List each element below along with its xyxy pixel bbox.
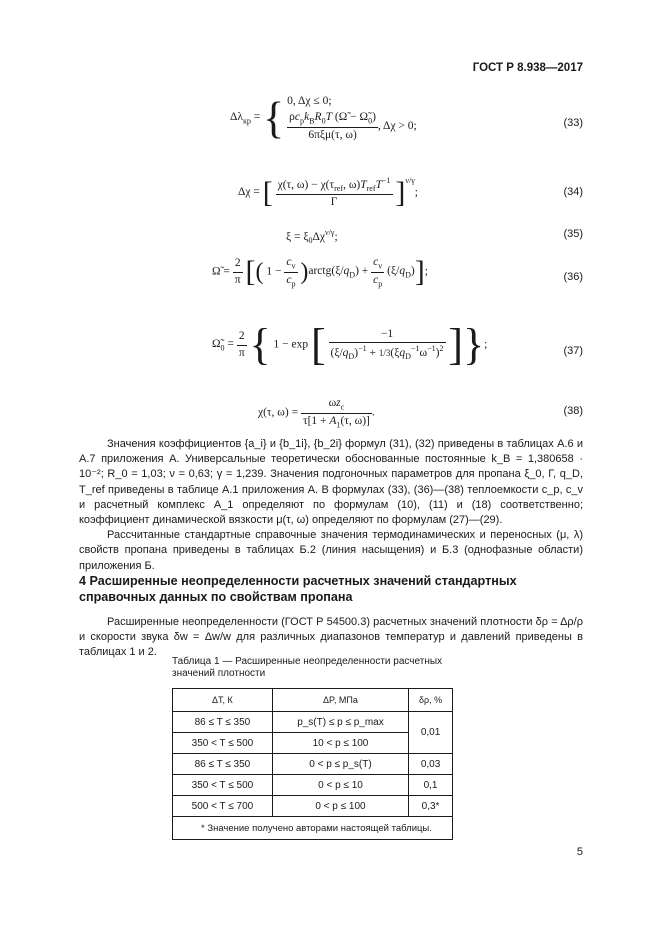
equation-34: Δχ = [ $\frac{\chi(\tau, \omega) - \chi(\tau_{ref}, \omega)T_{ref}T^{-1}}{\Gamma}$ ]$^{\nu/\gamma}$; (238, 175, 418, 209)
uncertainty-value: 0,03 (409, 754, 453, 775)
table-row (173, 796, 453, 817)
pressure-range: 0 < p ≤ p_s(T) (272, 754, 408, 775)
column-header: ΔP, МПа (272, 689, 408, 712)
page-number: 5 (576, 846, 583, 858)
uncertainty-value: 0,01 (409, 712, 453, 754)
equation-37: $\Omegã_0$ = $\frac{2}{\pi}$ { 1 − exp [ $\frac{-1}{(\xi/q_D)^{-1} + 1/3(\xi q_D^{-1}\omega^{-1})^2}$ ]}; (212, 320, 488, 369)
table-note: * Значение получено авторами настоящей таблицы. (173, 817, 453, 840)
temperature-range: 350 < T ≤ 500 (173, 733, 273, 754)
uncertainty-value: 0,1 (409, 775, 453, 796)
equation-number: (38) (563, 405, 583, 417)
paragraph: Расширенные неопределенности (ГОСТ Р 54500.3) расчетных значений плотности δρ = Δρ/ρ и скорости звука δw = Δw/w для различных диапазонов температур и давлений приведены в таблицах 1 и 2. (79, 616, 583, 659)
equation-36: Ω̃ = $\frac{2}{\pi}$ [( 1 − $\frac{c_v}{c_p}$ )$arctg(\xi/q_D)$ + $\frac{c_v}{c_p}$ $(\xi/q_D)$]; (212, 255, 428, 289)
column-header: δρ, % (409, 689, 453, 712)
pressure-range: p_s(T) ≤ p ≤ p_max (272, 712, 408, 733)
column-header: ΔT, К (173, 689, 273, 712)
temperature-range: 500 < T ≤ 700 (173, 796, 273, 817)
equation-33: $\Delta\lambda_{кр}$ = { 0, Δχ ≤ 0; $\frac{\rho c_pk_BR_0T (\Omegã - \Omegã_0)}{\text{6πξμ(τ, ω)}}$ , Δχ > 0; (230, 93, 417, 143)
equation-38: χ(τ, ω) = $\frac{\omega z_c}{\tau[1 + A_1(\tau, \omega)]}$ . (258, 397, 375, 429)
pressure-range: 0 < p ≤ 10 (272, 775, 408, 796)
equation-number: (33) (563, 117, 583, 129)
equation-number: (37) (563, 345, 583, 357)
uncertainty-value: 0,3* (409, 796, 453, 817)
paragraph: Рассчитанные стандартные справочные значения термодинамических и переносных (μ, λ) свойств пропана приведены в таблицах Б.2 (линия насыщения) и Б.3 (однофазные области) приложения Б. (79, 529, 583, 572)
table-caption: Таблица 1 — Расширенные неопределенности расчетных значений плотности (172, 656, 443, 679)
section-heading: 4 Расширенные неопределенности расчетных значений стандартных справочных данных по свойствам пропана (79, 574, 517, 604)
uncertainty-table (172, 688, 453, 840)
table-note-row (173, 817, 453, 840)
section-body (79, 615, 583, 661)
temperature-range: 86 ≤ T ≤ 350 (173, 754, 273, 775)
equation-35: $\xi = \xi_0\Delta\chi^{\nu/\gamma}$; (286, 228, 338, 246)
table-header-row (173, 689, 453, 712)
table-row (173, 754, 453, 775)
paragraph: Значения коэффициентов {a_i} и {b_1i}, {b_2i} формул (31), (32) приведены в таблицах А.6 и А.7 приложения А. Универсальные теоретически обоснованные постоянные k_B = 1,380658 · 10⁻²; R_0 = 1,03; ν = 0,63; γ = 1,239. Значения подгоночных параметров для пропана ξ_0, Γ, q_D, T_ref приведены в таблице А.1 приложения А. В формулах (33), (36)—(38) теплоемкости c_p, c_v и расчетный комплекс A_1 определяют по формулам (10), (11) и (18) соответственно; коэффициент динамической вязкости μ(τ, ω) определяют по формулам (27)—(29). (79, 438, 583, 527)
document-code: ГОСТ Р 8.938—2017 (472, 62, 583, 74)
equation-number: (34) (563, 186, 583, 198)
equation-number: (35) (563, 228, 583, 240)
body-text (79, 437, 583, 574)
equation-number: (36) (563, 271, 583, 283)
pressure-range: 0 < p ≤ 100 (272, 796, 408, 817)
temperature-range: 350 < T ≤ 500 (173, 775, 273, 796)
temperature-range: 86 ≤ T ≤ 350 (173, 712, 273, 733)
table-row (173, 775, 453, 796)
table-row (173, 712, 453, 733)
pressure-range: 10 < p ≤ 100 (272, 733, 408, 754)
